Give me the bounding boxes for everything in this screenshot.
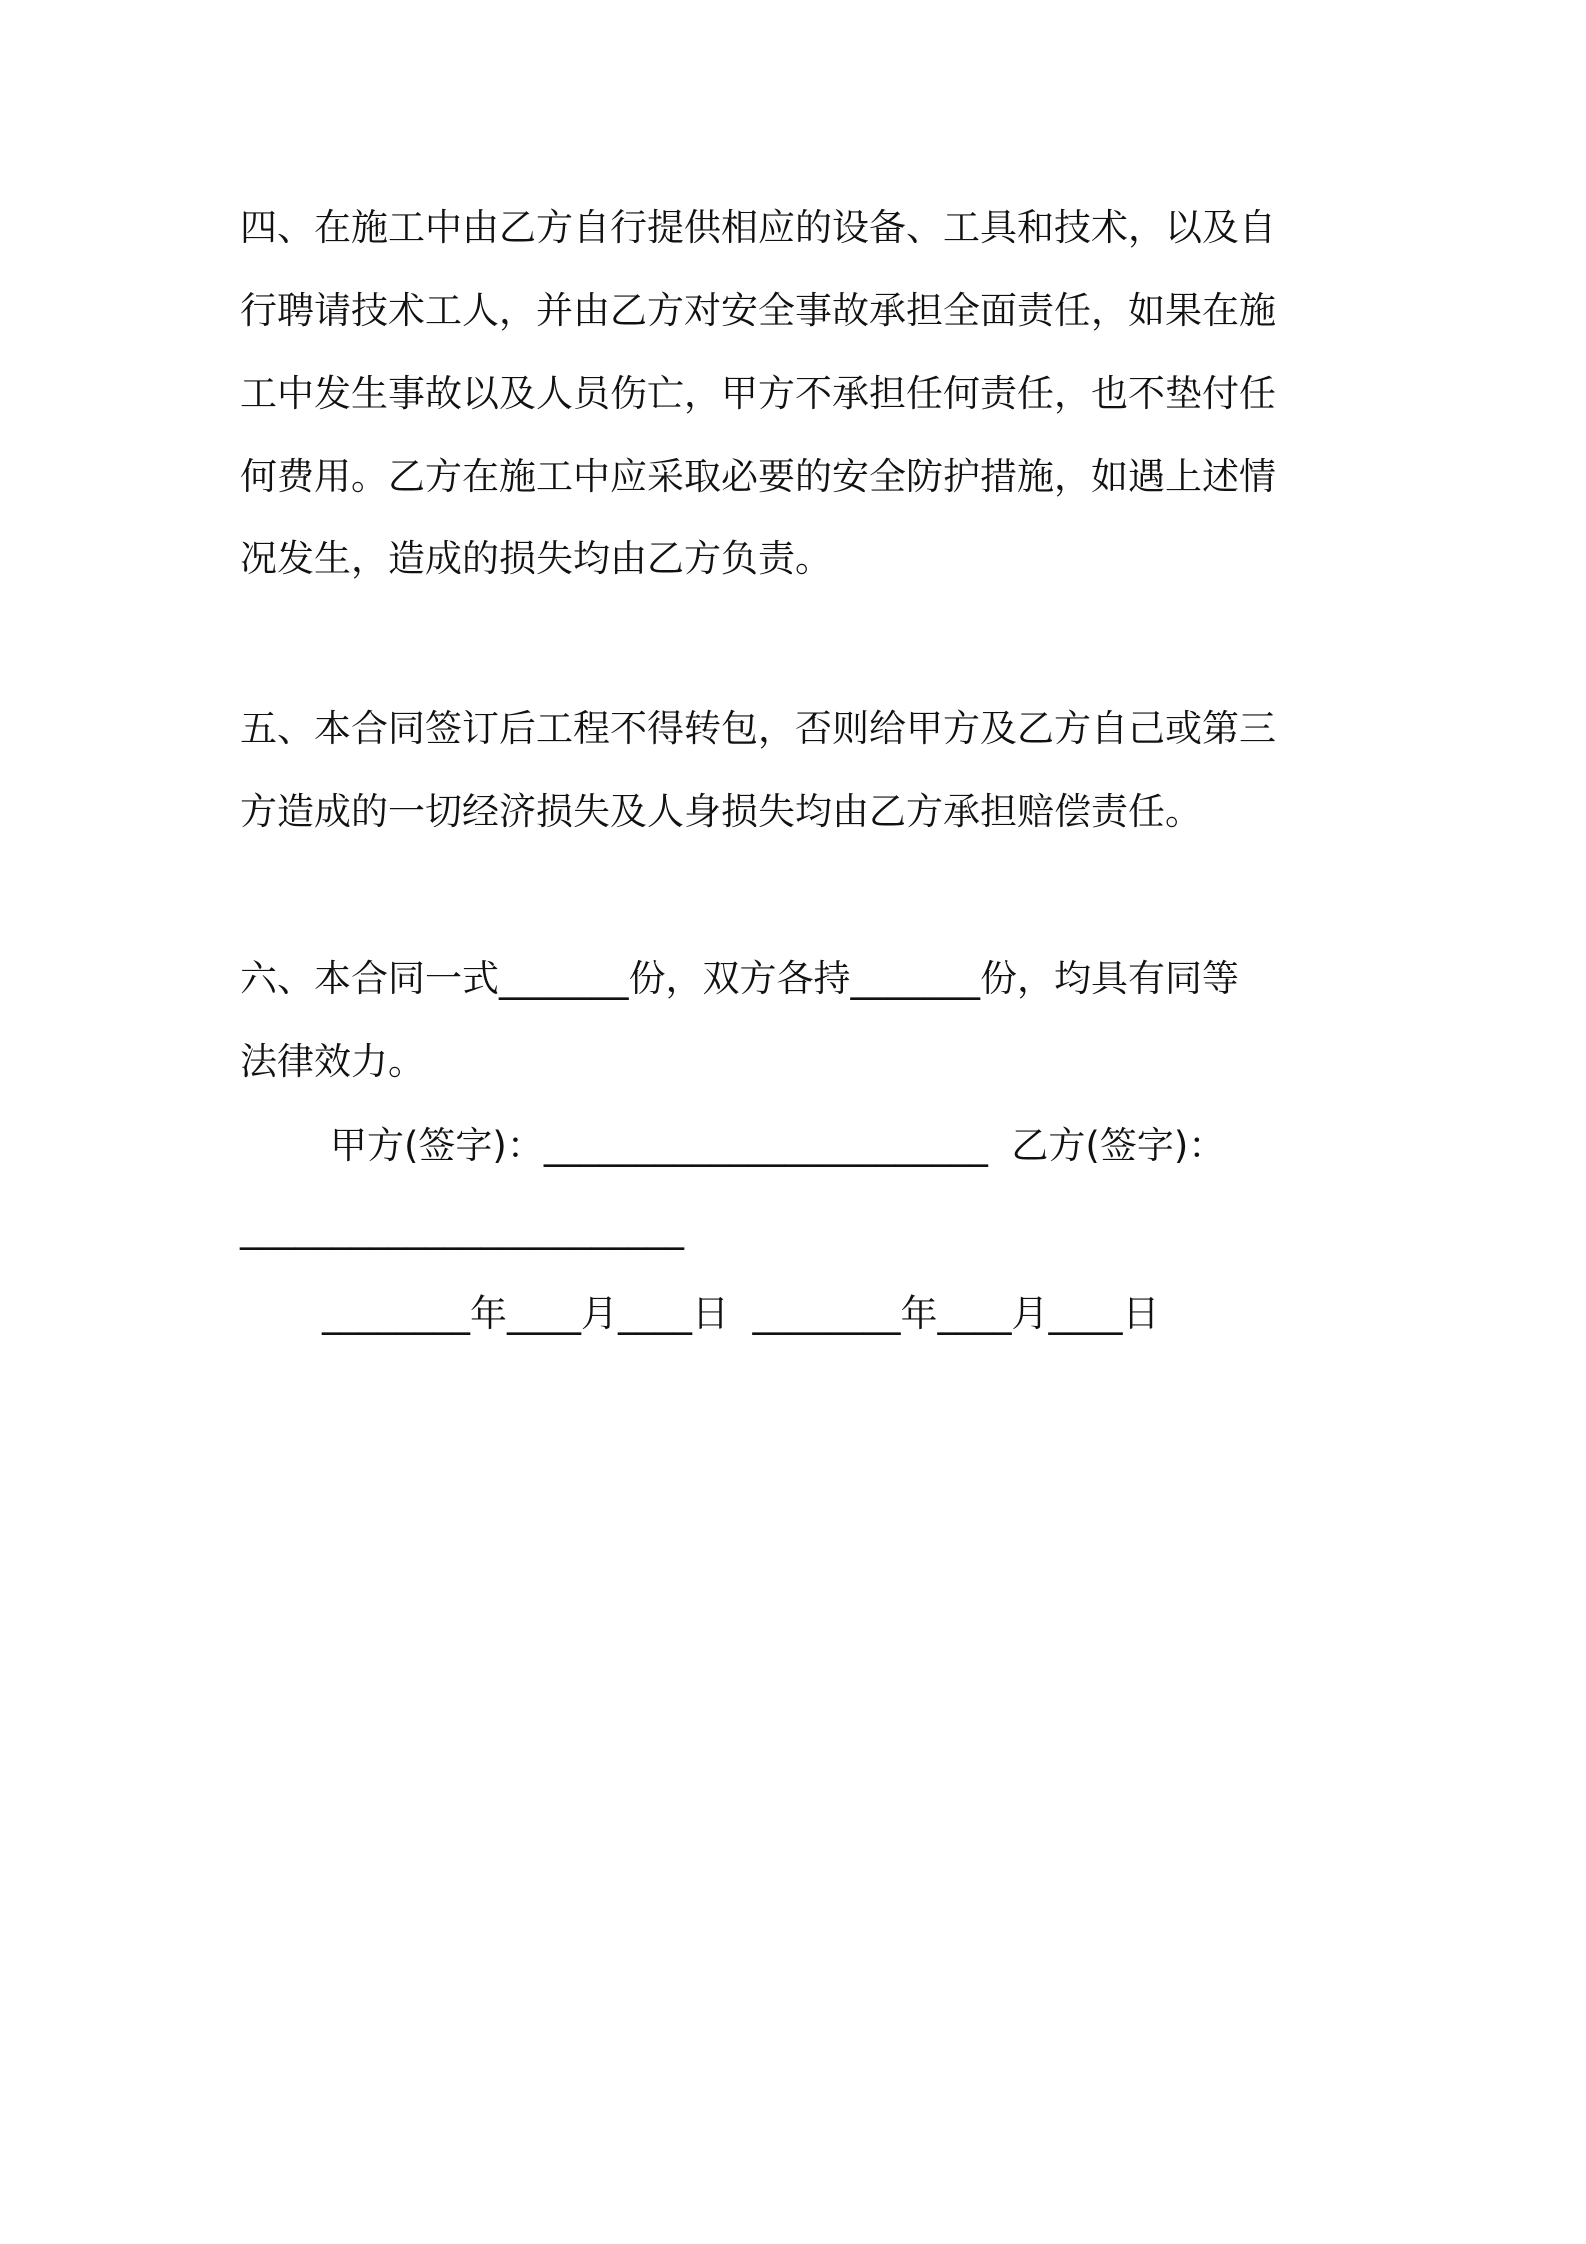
clause4-line-4: 何费用。乙方在施工中应采取必要的安全防护措施，如遇上述情 [240,455,1276,498]
clause6-line-1: 六、本合同一式_______份，双方各持_______份，均具有同等 [240,957,1239,1000]
clause4-line-5: 况发生，造成的损失均由乙方负责。 [240,537,832,580]
signature-blank-line: ________________________ [240,1207,684,1250]
clause4-line-1: 四、在施工中由乙方自行提供相应的设备、工具和技术，以及自 [240,206,1276,249]
date-line: ________年____月____日 ________年____月____日 [322,1292,1160,1335]
clause5-line-1: 五、本合同签订后工程不得转包，否则给甲方及乙方自己或第三 [240,707,1276,750]
clause6-line-2: 法律效力。 [240,1040,425,1083]
clause5-line-2: 方造成的一切经济损失及人身损失均由乙方承担赔偿责任。 [240,790,1202,833]
signature-line: 甲方(签字)：________________________ 乙方(签字)： [330,1124,1226,1167]
clause4-line-3: 工中发生事故以及人员伤亡，甲方不承担任何责任，也不垫付任 [240,372,1276,415]
clause4-line-2: 行聘请技术工人，并由乙方对安全事故承担全面责任，如果在施 [240,289,1276,332]
